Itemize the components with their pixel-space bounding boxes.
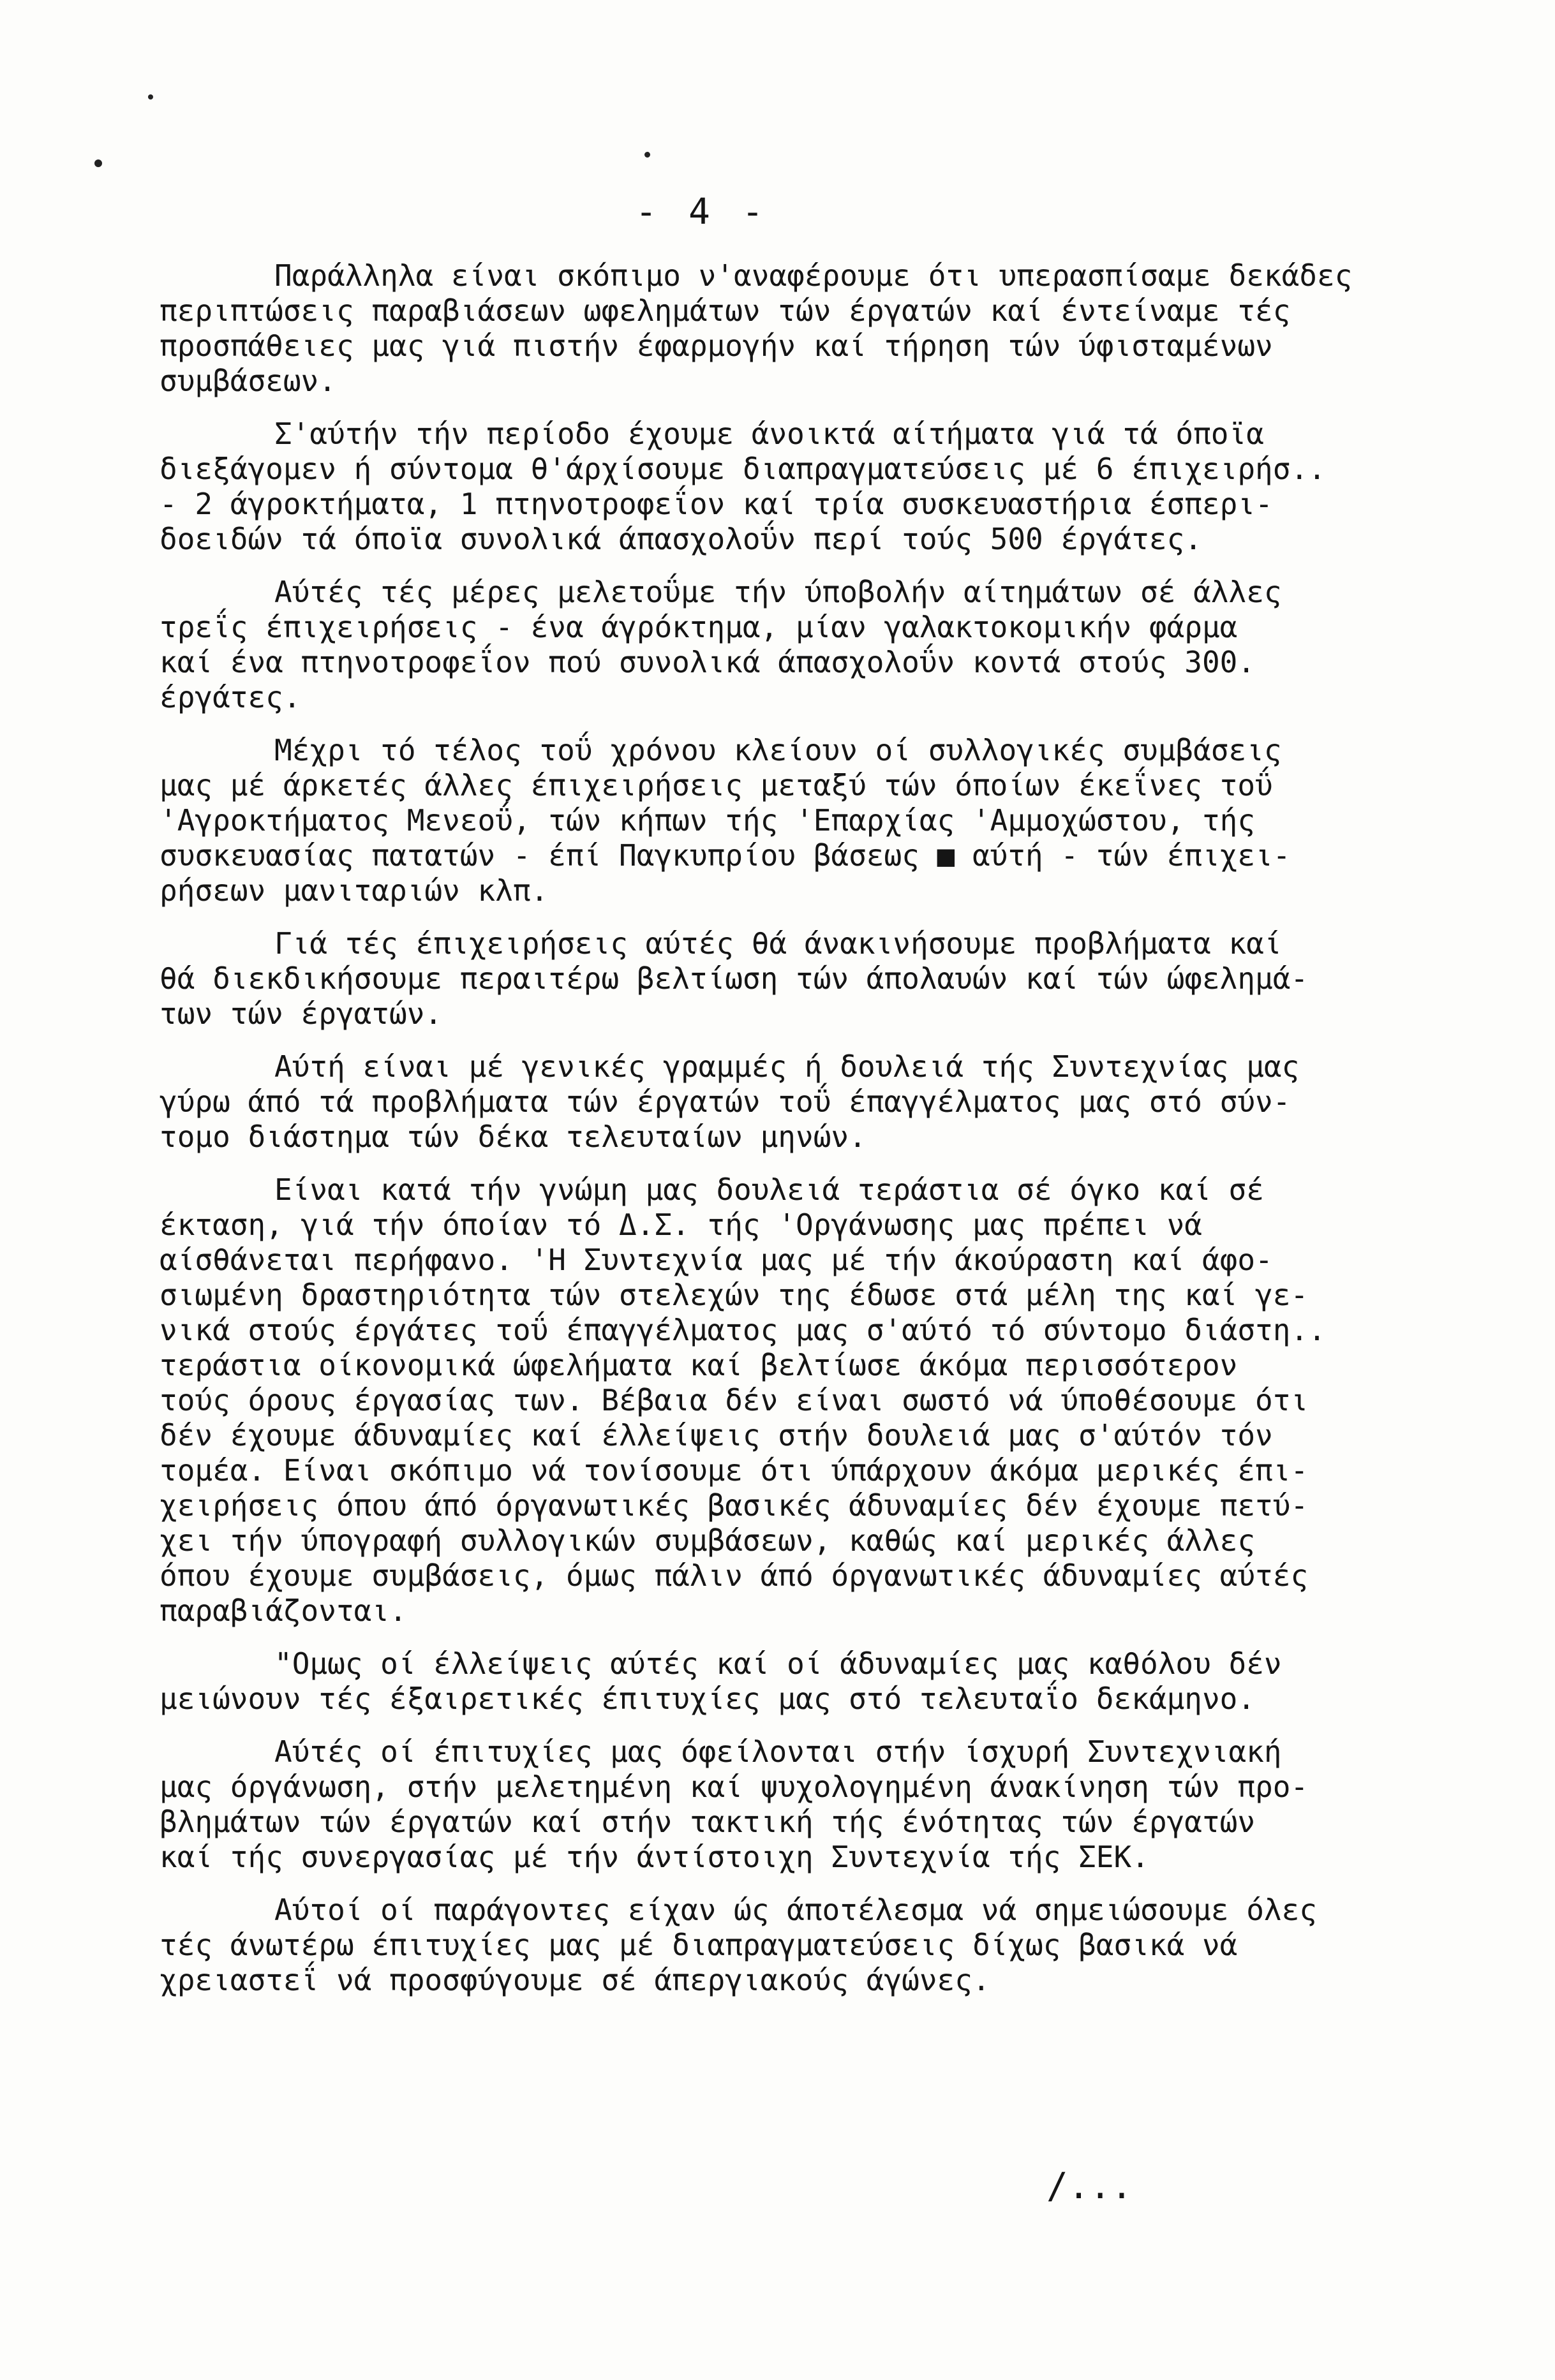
text-line: 'Αγροκτήματος Μενεοΰ, τών κήπων τής 'Επαρχίας 'Αμμοχώστου, τής: [160, 803, 1256, 838]
text-line: καί τής συνεργασίας μέ τήν άντίστοιχη Συντεχνία τής ΣΕΚ.: [160, 1840, 1149, 1874]
page-speck: [148, 94, 153, 100]
text-line: τρεΐς έπιχειρήσεις - ένα άγρόκτημα, μίαν γαλακτοκομικήν φάρμα: [160, 610, 1238, 644]
text-line: δοειδών τά όποϊα συνολικά άπασχολοΰν περί τούς 500 έργάτες.: [160, 522, 1202, 556]
text-line: χρειαστεΐ νά προσφύγουμε σέ άπεργιακούς άγώνες.: [160, 1963, 990, 1997]
text-line: χει τήν ύπογραφή συλλογικών συμβάσεων, καθώς καί μερικές άλλες: [160, 1523, 1256, 1558]
text-line: καί ένα πτηνοτροφεΐον πού συνολικά άπασχολοΰν κοντά στούς 300.: [160, 645, 1256, 679]
text-line: Αύτές τές μέρες μελετοΰμε τήν ύποβολήν αίτημάτων σέ άλλες: [274, 575, 1282, 609]
text-line: τές άνωτέρω έπιτυχίες μας μέ διαπραγματεύσεις δίχως βασικά νά: [160, 1928, 1238, 1962]
text-line: διεξάγομεν ή σύντομα θ'άρχίσουμε διαπραγματεύσεις μέ 6 έπιχειρήσ..: [160, 452, 1326, 486]
text-line: "Ομως οί έλλείψεις αύτές καί οί άδυναμίες μας καθόλου δέν: [274, 1646, 1282, 1681]
text-line: δέν έχουμε άδυναμίες καί έλλείψεις στήν δουλειά μας σ'αύτόν τόν: [160, 1418, 1273, 1452]
text-line: - 2 άγροκτήματα, 1 πτηνοτροφεΐον καί τρία συσκευαστήρια έσπερι-: [160, 487, 1273, 521]
text-line: Παράλληλα είναι σκόπιμο ν'αναφέρουμε ότι υπερασπίσαμε δεκάδες: [274, 258, 1353, 293]
paragraph-3: [160, 575, 1397, 715]
paragraph-6: [160, 1049, 1397, 1155]
text-line: προσπάθειες μας γιά πιστήν έφαρμογήν καί τήρηση τών ύφισταμένων: [160, 329, 1273, 363]
text-line: συσκευασίας πατατών - έπί Παγκυπρίου βάσεως ■ αύτή - τών έπιχει-: [160, 838, 1291, 873]
text-line: τεράστια οίκονομικά ώφελήματα καί βελτίωσε άκόμα περισσότερον: [160, 1348, 1238, 1382]
text-line: μας όργάνωση, στήν μελετημένη καί ψυχολογημένη άνακίνηση τών προ-: [160, 1770, 1309, 1804]
text-line: όπου έχουμε συμβάσεις, όμως πάλιν άπό όργανωτικές άδυναμίες αύτές: [160, 1558, 1309, 1593]
text-line: τομέα. Είναι σκόπιμο νά τονίσουμε ότι ύπάρχουν άκόμα μερικές έπι-: [160, 1453, 1309, 1488]
text-line: περιπτώσεις παραβιάσεων ωφελημάτων τών έργατών καί έντείναμε τές: [160, 293, 1291, 328]
text-line: Γιά τές έπιχειρήσεις αύτές θά άνακινήσουμε προβλήματα καί: [274, 926, 1282, 961]
paragraph-7: [160, 1172, 1397, 1629]
text-line: έργάτες.: [160, 680, 301, 714]
paragraph-4: [160, 733, 1397, 908]
continuation-mark: /...: [1046, 2166, 1133, 2207]
page-number: - 4 -: [635, 191, 769, 233]
page-speck: [644, 152, 650, 158]
paragraph-8: [160, 1646, 1397, 1717]
text-line: αίσθάνεται περήφανο. 'Η Συντεχνία μας μέ τήν άκούραστη καί άφο-: [160, 1243, 1273, 1277]
page-speck: [94, 159, 102, 167]
text-line: γύρω άπό τά προβλήματα τών έργατών τοΰ έπαγγέλματος μας στό σύν-: [160, 1084, 1291, 1119]
text-line: Αύτή είναι μέ γενικές γραμμές ή δουλειά τής Συντεχνίας μας: [274, 1049, 1300, 1084]
document-body: [160, 258, 1397, 2016]
paragraph-5: [160, 926, 1397, 1031]
paragraph-1: [160, 258, 1397, 399]
text-line: σιωμένη δραστηριότητα τών στελεχών της έδωσε στά μέλη της καί γε-: [160, 1278, 1309, 1312]
text-line: Σ'αύτήν τήν περίοδο έχουμε άνοικτά αίτήματα γιά τά όποϊα: [274, 417, 1264, 451]
text-line: τούς όρους έργασίας των. Βέβαια δέν είναι σωστό νά ύποθέσουμε ότι: [160, 1383, 1309, 1417]
text-line: χειρήσεις όπου άπό όργανωτικές βασικές άδυναμίες δέν έχουμε πετύ-: [160, 1488, 1309, 1523]
text-line: έκταση, γιά τήν όποίαν τό Δ.Σ. τής 'Οργάνωσης μας πρέπει νά: [160, 1208, 1202, 1242]
text-line: μειώνουν τές έξαιρετικές έπιτυχίες μας στό τελευταΐο δεκάμηνο.: [160, 1682, 1256, 1716]
paragraph-2: [160, 417, 1397, 557]
text-line: Είναι κατά τήν γνώμη μας δουλειά τεράστια σέ όγκο καί σέ: [274, 1172, 1264, 1207]
paragraph-10: [160, 1893, 1397, 1998]
text-line: Αύτές οί έπιτυχίες μας όφείλονται στήν ίσχυρή Συντεχνιακή: [274, 1734, 1282, 1769]
text-line: παραβιάζονται.: [160, 1593, 407, 1628]
text-line: Αύτοί οί παράγοντες είχαν ώς άποτέλεσμα νά σημειώσουμε όλες: [274, 1893, 1317, 1927]
text-line: τομο διάστημα τών δέκα τελευταίων μηνών.: [160, 1120, 867, 1154]
paragraph-9: [160, 1734, 1397, 1875]
text-line: των τών έργατών.: [160, 996, 443, 1031]
text-line: βλημάτων τών έργατών καί στήν τακτική τής ένότητας τών έργατών: [160, 1805, 1256, 1839]
text-line: συμβάσεων.: [160, 364, 336, 398]
text-line: Μέχρι τό τέλος τοΰ χρόνου κλείουν οί συλλογικές συμβάσεις: [274, 733, 1282, 767]
text-line: νικά στούς έργάτες τοΰ έπαγγέλματος μας σ'αύτό τό σύντομο διάστη..: [160, 1313, 1326, 1347]
text-line: θά διεκδικήσουμε περαιτέρω βελτίωση τών άπολαυών καί τών ώφελημά-: [160, 961, 1309, 996]
text-line: μας μέ άρκετές άλλες έπιχειρήσεις μεταξύ τών όποίων έκεΐνες τοΰ: [160, 768, 1273, 802]
text-line: ρήσεων μανιταριών κλπ.: [160, 873, 549, 908]
